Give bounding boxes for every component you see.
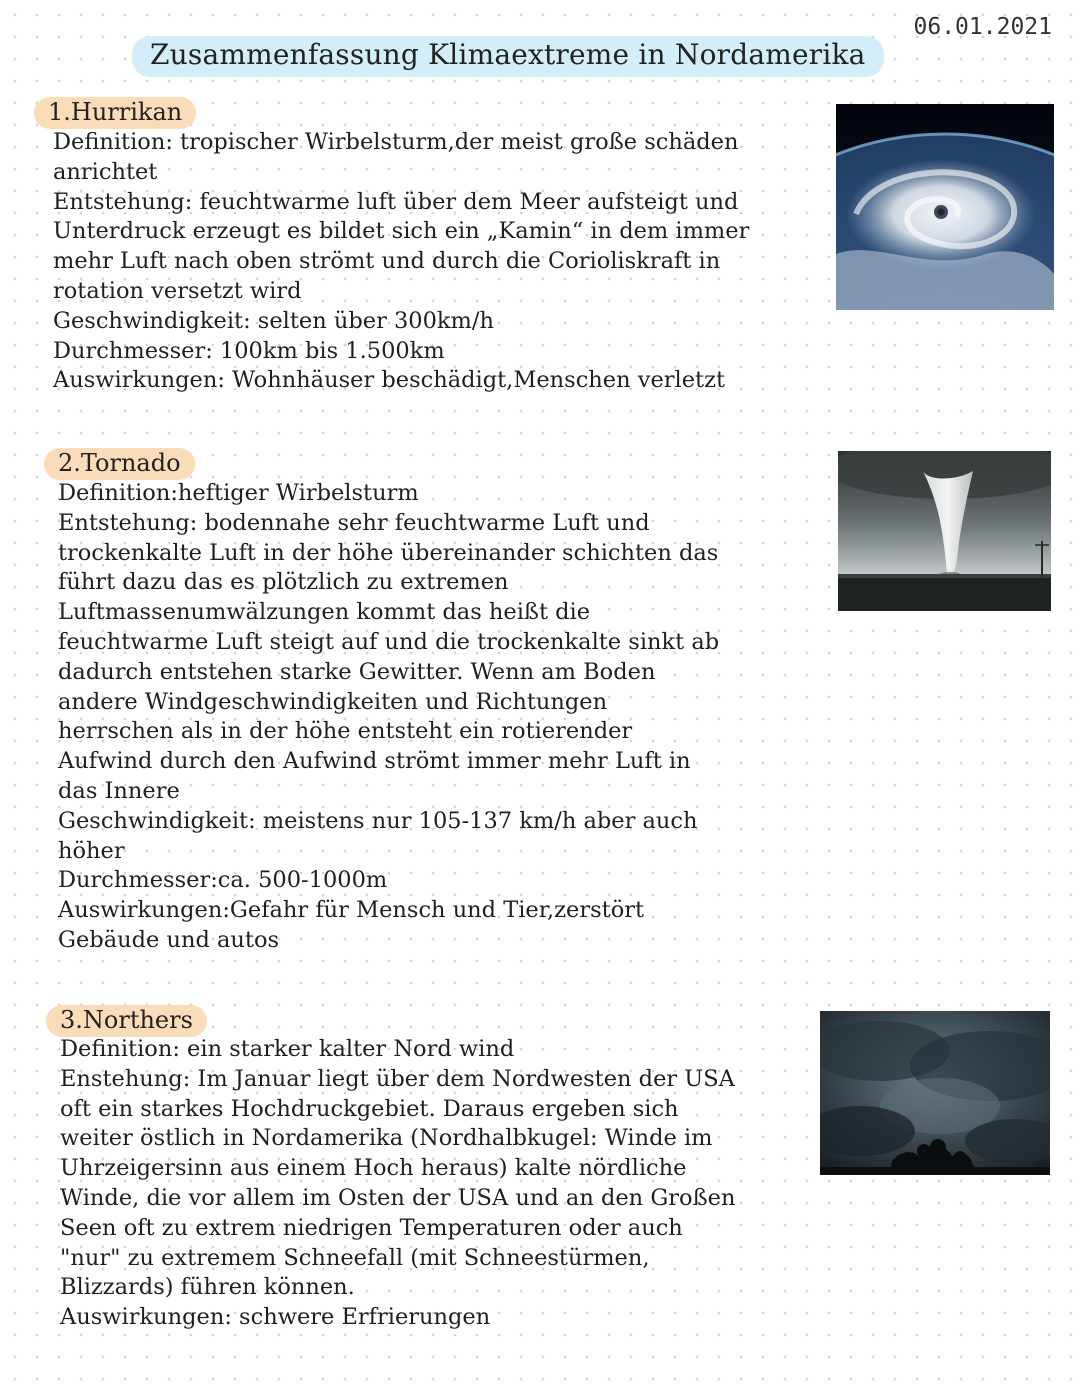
text-line: mehr Luft nach oben strömt und durch die Corioliskraft in <box>53 248 721 275</box>
text-line: anrichtet <box>53 158 158 185</box>
date: 06.01.2021 <box>913 14 1052 40</box>
text-line: Auswirkungen: Wohnhäuser beschädigt,Menschen verletzt <box>53 367 725 394</box>
text-line: Definition: ein starker kalter Nord wind <box>60 1036 515 1062</box>
page-title: Zusammenfassung Klimaextreme in Nordamerika <box>132 36 884 77</box>
heading-northers: 3.Northers <box>46 1005 207 1037</box>
text-line: Unterdruck erzeugt es bildet sich ein „Kamin“ in dem immer <box>53 218 750 245</box>
text-line: feuchtwarme Luft steigt auf und die trockenkalte sinkt ab <box>58 628 720 655</box>
text-line: "nur" zu extremem Schneefall (mit Schneestürmen, <box>60 1244 650 1271</box>
text-line: Enstehung: Im Januar liegt über dem Nordwesten der USA <box>60 1065 735 1092</box>
text-line: Gebäude und autos <box>58 926 280 953</box>
heading-tornado: 2.Tornado <box>44 448 195 480</box>
text-line: Blizzards) führen können. <box>60 1274 355 1301</box>
text-line: dadurch entstehen starke Gewitter. Wenn am Boden <box>58 658 656 685</box>
storm-clouds-photo <box>820 1011 1050 1175</box>
text-line: Definition:heftiger Wirbelsturm <box>58 480 419 506</box>
text-line: Seen oft zu extrem niedrigen Temperaturen oder auch <box>60 1214 683 1241</box>
text-line: weiter östlich in Nordamerika (Nordhalbkugel: Winde im <box>60 1125 713 1152</box>
text-line: Aufwind durch den Aufwind strömt immer mehr Luft in <box>58 748 691 775</box>
text-line: Geschwindigkeit: selten über 300km/h <box>53 307 494 334</box>
hurricane-satellite-photo <box>836 104 1054 310</box>
text-line: Auswirkungen:Gefahr für Mensch und Tier,zerstört <box>58 897 645 924</box>
tornado-photo <box>838 451 1051 611</box>
text-line: Durchmesser: 100km bis 1.500km <box>53 337 445 364</box>
text-line: Uhrzeigersinn aus einem Hoch heraus) kalte nördliche <box>60 1155 687 1182</box>
text-line: das Innere <box>58 777 180 804</box>
text-line: Winde, die vor allem im Osten der USA und an den Großen <box>60 1184 736 1211</box>
text-line: Geschwindigkeit: meistens nur 105-137 km/h aber auch <box>58 807 698 834</box>
text-line: Auswirkungen: schwere Erfrierungen <box>60 1304 491 1331</box>
text-line: rotation versetzt wird <box>53 277 302 304</box>
text-line: trockenkalte Luft in der höhe übereinander schichten das <box>58 539 719 566</box>
section-hurrikan-text <box>53 128 749 396</box>
text-line: herrschen als in der höhe entsteht ein rotierender <box>58 718 633 745</box>
heading-hurrikan: 1.Hurrikan <box>34 97 196 129</box>
text-line: Entstehung: feuchtwarme luft über dem Meer aufsteigt und <box>53 188 739 215</box>
section-tornado-text <box>58 479 719 956</box>
text-line: andere Windgeschwindigkeiten und Richtungen <box>58 688 608 715</box>
text-line: oft ein starkes Hochdruckgebiet. Daraus ergeben sich <box>60 1095 679 1122</box>
section-northers-text <box>60 1035 735 1333</box>
text-line: Entstehung: bodennahe sehr feuchtwarme Luft und <box>58 509 650 536</box>
text-line: höher <box>58 837 125 864</box>
text-line: Luftmassenumwälzungen kommt das heißt die <box>58 599 591 626</box>
text-line: Durchmesser:ca. 500-1000m <box>58 867 388 894</box>
text-line: Definition: tropischer Wirbelsturm,der meist große schäden <box>53 129 739 155</box>
text-line: führt dazu das es plötzlich zu extremen <box>58 569 509 596</box>
